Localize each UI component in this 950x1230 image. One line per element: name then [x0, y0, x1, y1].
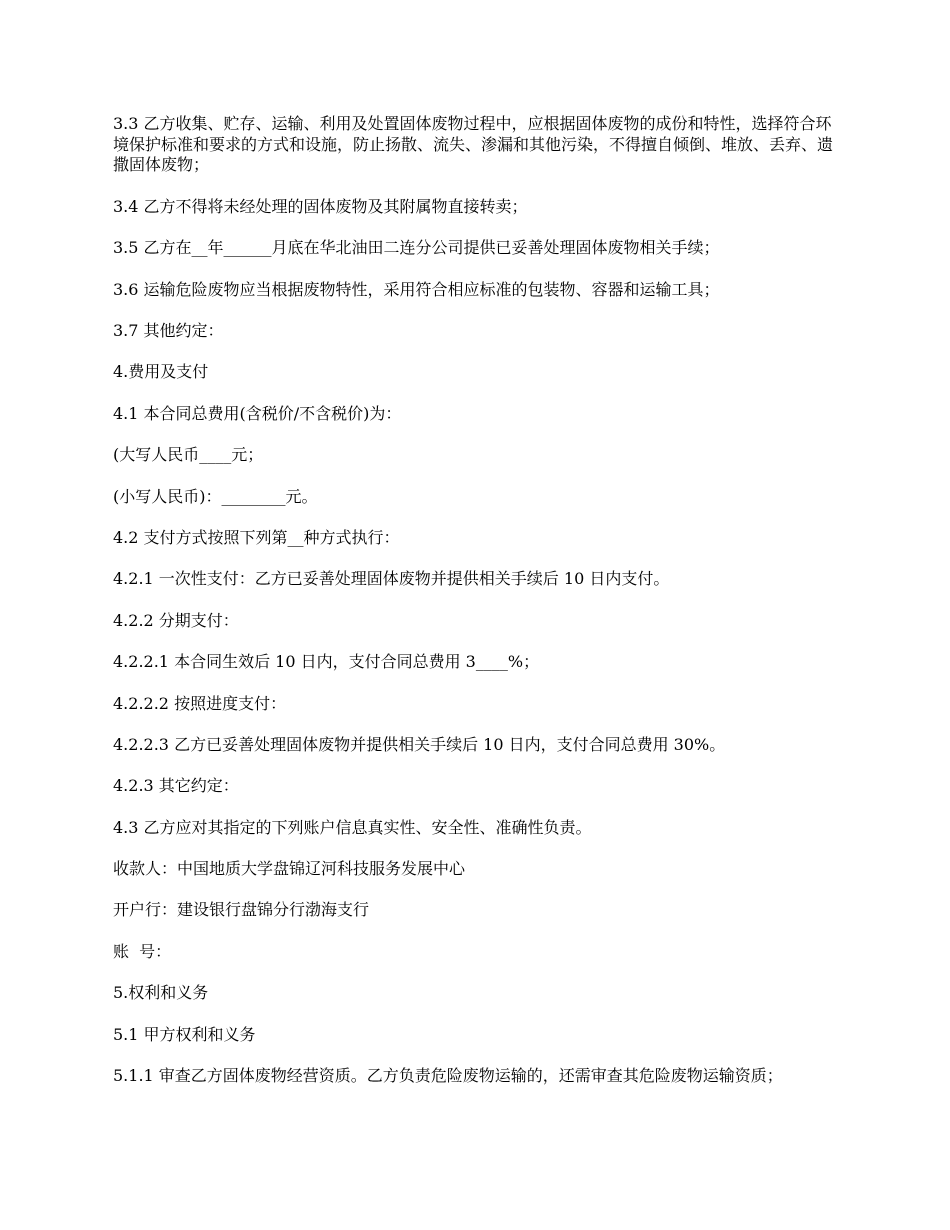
clause-4-2-3: 4.2.3 其它约定： — [113, 776, 239, 795]
amount-uppercase-line: (大写人民币____元； — [113, 445, 264, 464]
payee-line: 收款人：中国地质大学盘锦辽河科技服务发展中心 — [113, 859, 466, 878]
amount-lowercase-line: (小写人民币)：________元。 — [113, 487, 318, 506]
clause-5-1: 5.1 甲方权利和义务 — [113, 1025, 256, 1044]
clause-4-2-2-1: 4.2.2.1 本合同生效后 10 日内，支付合同总费用 3____%； — [113, 652, 540, 671]
clause-3-4: 3.4 乙方不得将未经处理的固体废物及其附属物直接转卖； — [113, 197, 528, 216]
clause-4-3: 4.3 乙方应对其指定的下列账户信息真实性、安全性、准确性负责。 — [113, 818, 592, 837]
section-4-heading: 4.费用及支付 — [113, 362, 209, 381]
account-number-line: 账 号： — [113, 942, 172, 961]
clause-5-1-1: 5.1.1 审查乙方固体废物经营资质。乙方负责危险废物运输的，还需审查其危险废物运输资质； — [113, 1066, 783, 1085]
section-5-heading: 5.权利和义务 — [113, 983, 209, 1002]
clause-4-2-1: 4.2.1 一次性支付：乙方已妥善处理固体废物并提供相关手续后 10 日内支付。 — [113, 569, 670, 588]
clause-4-2-2: 4.2.2 分期支付： — [113, 611, 239, 630]
clause-4-2: 4.2 支付方式按照下列第__种方式执行： — [113, 528, 400, 547]
clause-3-6: 3.6 运输危险废物应当根据废物特性，采用符合相应标准的包装物、容器和运输工具； — [113, 280, 720, 299]
clause-4-2-2-3: 4.2.2.3 乙方已妥善处理固体废物并提供相关手续后 10 日内，支付合同总费用 30%。 — [113, 735, 726, 754]
clause-4-2-2-2: 4.2.2.2 按照进度支付： — [113, 694, 287, 713]
clause-3-7: 3.7 其他约定： — [113, 321, 224, 340]
bank-line: 开户行：建设银行盘锦分行渤海支行 — [113, 900, 370, 919]
clause-4-1: 4.1 本合同总费用(含税价/不含税价)为： — [113, 404, 402, 423]
clause-3-3: 3.3 乙方收集、贮存、运输、利用及处置固体废物过程中，应根据固体废物的成份和特性，选择符合环境保护标准和要求的方式和设施，防止扬散、流失、渗漏和其他污染，不得擅自倾倒、堆放、丢弃、遗撒固体废物； — [113, 114, 834, 174]
clause-3-5: 3.5 乙方在__年______月底在华北油田二连分公司提供已妥善处理固体废物相关手续； — [113, 238, 720, 257]
